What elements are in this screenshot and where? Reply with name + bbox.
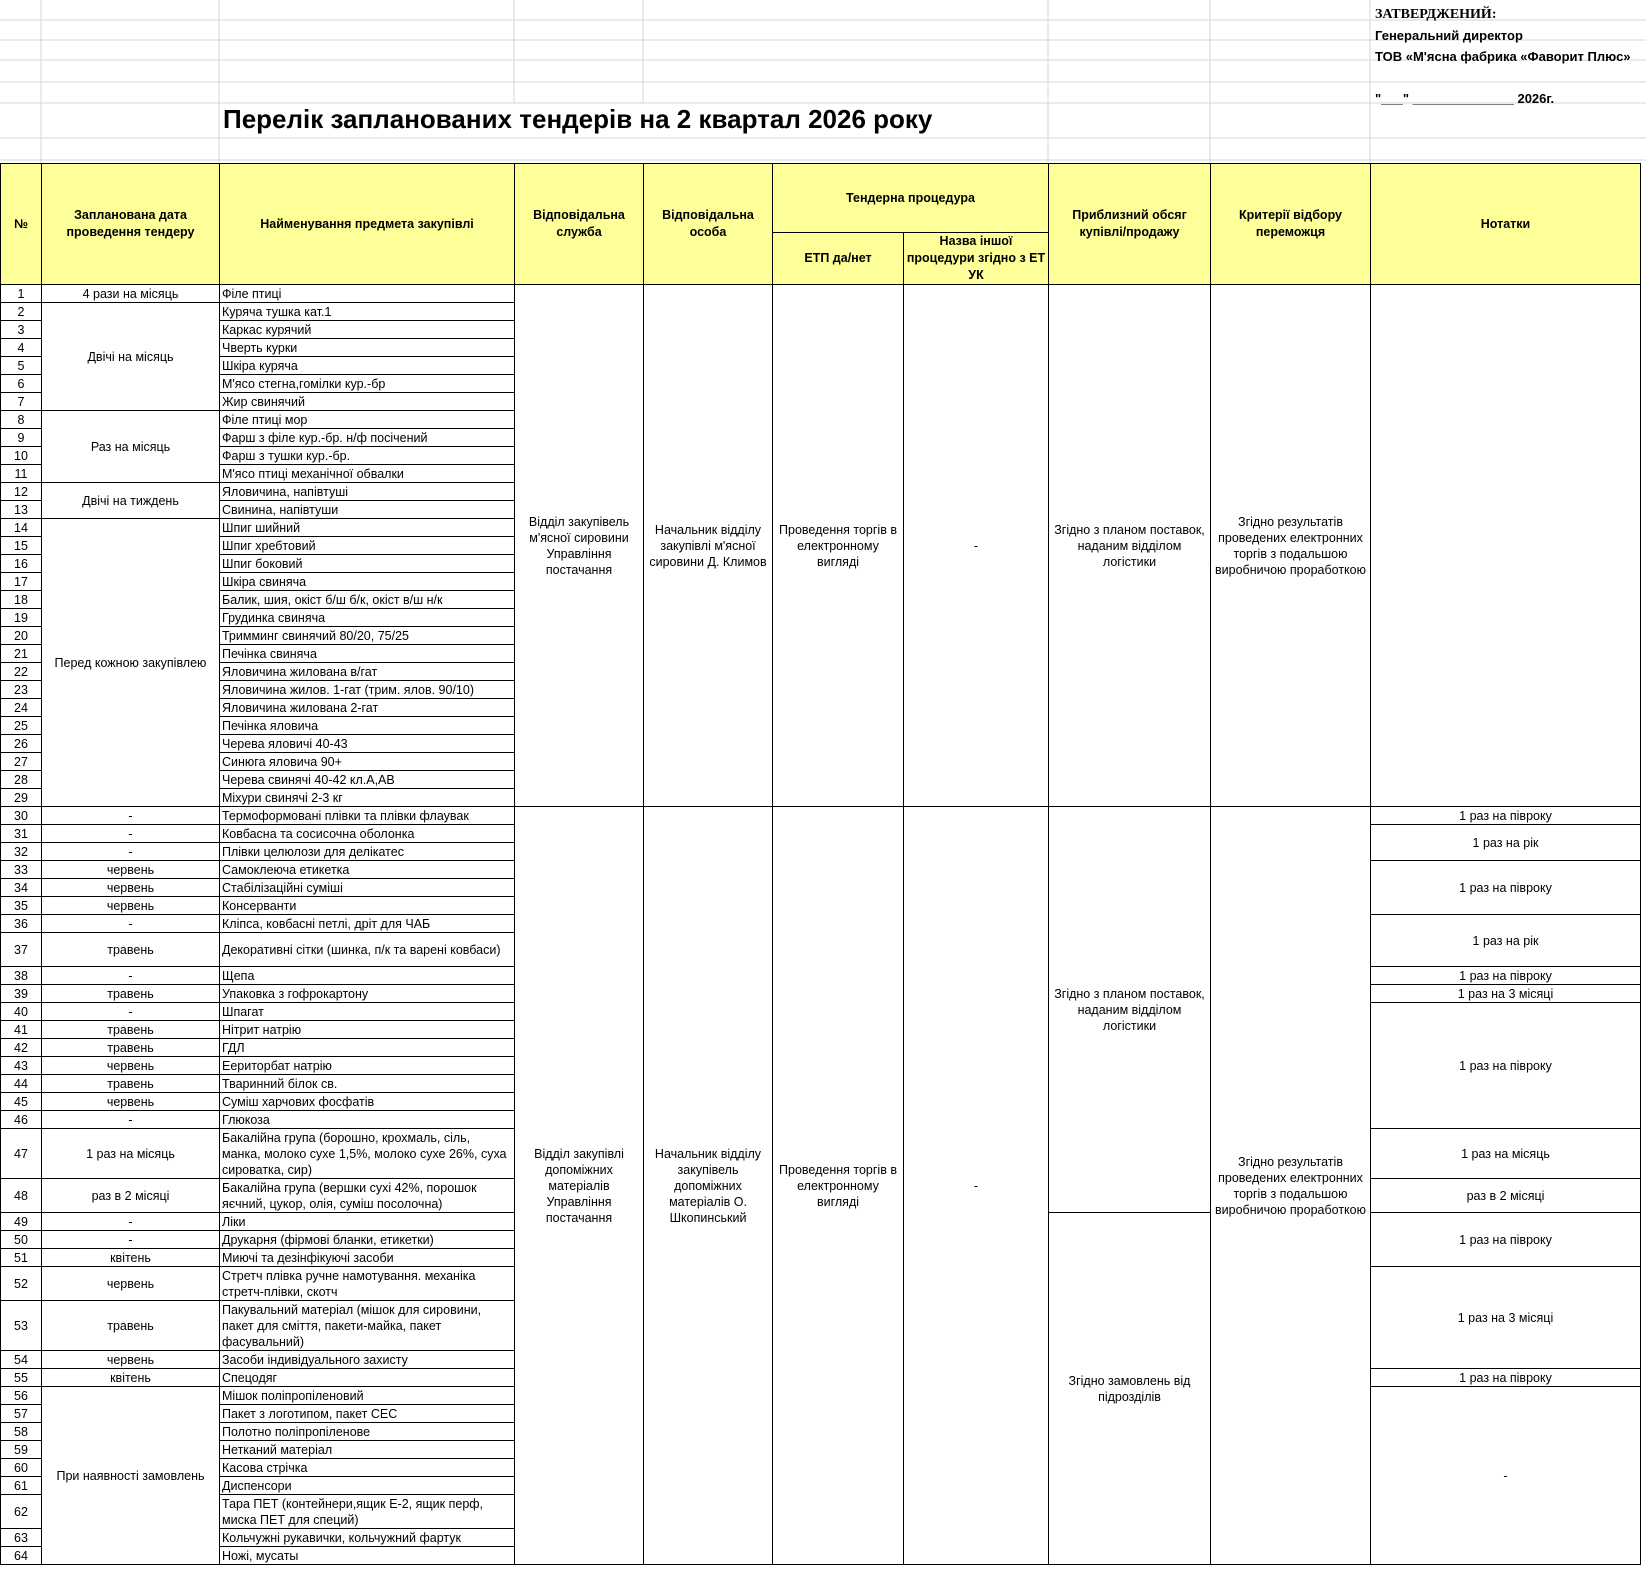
date-cell: червень <box>42 879 220 897</box>
row-number: 24 <box>1 699 42 717</box>
date-cell: - <box>42 915 220 933</box>
row-number: 21 <box>1 645 42 663</box>
row-number: 17 <box>1 573 42 591</box>
row-number: 34 <box>1 879 42 897</box>
row-number: 42 <box>1 1039 42 1057</box>
item-cell: Стабілізаційні суміші <box>220 879 515 897</box>
row-number: 54 <box>1 1351 42 1369</box>
item-cell: Кольчужні рукавички, кольчужний фартук <box>220 1529 515 1547</box>
notes-cell: 1 раз на рік <box>1371 825 1641 861</box>
row-number: 6 <box>1 375 42 393</box>
item-cell: Пакет з логотипом, пакет СЕС <box>220 1405 515 1423</box>
person-cell: Начальник відділу закупівель допоміжних матеріалів О. Шкопинський <box>644 807 773 1565</box>
item-cell: Диспенсори <box>220 1477 515 1495</box>
row-number: 58 <box>1 1423 42 1441</box>
item-cell: Шпиг боковий <box>220 555 515 573</box>
header-item: Найменування предмета закупівлі <box>220 164 515 285</box>
notes-cell: раз в 2 місяці <box>1371 1179 1641 1213</box>
row-number: 49 <box>1 1213 42 1231</box>
notes-cell: 1 раз на 3 місяці <box>1371 1267 1641 1369</box>
row-number: 33 <box>1 861 42 879</box>
row-number: 20 <box>1 627 42 645</box>
notes-cell: 1 раз на місяць <box>1371 1129 1641 1179</box>
etp-cell: Проведення торгів в електронному вигляді <box>773 807 904 1565</box>
table-body <box>1 285 1641 1565</box>
item-cell: Консерванти <box>220 897 515 915</box>
item-cell: Касова стрічка <box>220 1459 515 1477</box>
row-number: 30 <box>1 807 42 825</box>
date-cell: Раз на місяць <box>42 411 220 483</box>
item-cell: Нетканий матеріал <box>220 1441 515 1459</box>
notes-cell: 1 раз на півроку <box>1371 1003 1641 1129</box>
approval-block <box>1375 4 1631 109</box>
row-number: 10 <box>1 447 42 465</box>
row-number: 39 <box>1 985 42 1003</box>
item-cell: Шкіра свиняча <box>220 573 515 591</box>
item-cell: Шпиг хребтовий <box>220 537 515 555</box>
approval-heading: ЗАТВЕРДЖЕНИЙ: <box>1375 7 1497 22</box>
other-procedure-cell: - <box>904 285 1049 807</box>
header-notes: Нотатки <box>1371 164 1641 285</box>
header-date: Запланована дата проведення тендеру <box>42 164 220 285</box>
item-cell: Філе птиці <box>220 285 515 303</box>
service-cell: Відділ закупівель м'ясної сировини Управління постачання <box>515 285 644 807</box>
item-cell: Черева яловичі 40-43 <box>220 735 515 753</box>
row-number: 47 <box>1 1129 42 1179</box>
row-number: 5 <box>1 357 42 375</box>
other-procedure-cell: - <box>904 807 1049 1565</box>
row-number: 48 <box>1 1179 42 1213</box>
volume-cell: Згідно з планом поставок, наданим відділом логістики <box>1049 285 1211 807</box>
table-row <box>1 285 1641 303</box>
row-number: 1 <box>1 285 42 303</box>
item-cell: Міхури свинячі 2-3 кг <box>220 789 515 807</box>
item-cell: Нітрит натрію <box>220 1021 515 1039</box>
header-volume: Приблизний обсяг купівлі/продажу <box>1049 164 1211 285</box>
item-cell: Чверть курки <box>220 339 515 357</box>
item-cell: Шпагат <box>220 1003 515 1021</box>
item-cell: Тара ПЕТ (контейнери,ящик Е-2, ящик перф, миска ПЕТ для специй) <box>220 1495 515 1529</box>
item-cell: Миючі та дезінфікуючі засоби <box>220 1249 515 1267</box>
date-cell: травень <box>42 1021 220 1039</box>
item-cell: Синюга яловича 90+ <box>220 753 515 771</box>
item-cell: Жир свинячий <box>220 393 515 411</box>
notes-cell: 1 раз на півроку <box>1371 807 1641 825</box>
notes-cell: 1 раз на півроку <box>1371 1213 1641 1267</box>
row-number: 37 <box>1 933 42 967</box>
date-cell: - <box>42 1231 220 1249</box>
item-cell: Термоформовані плівки та плівки флаувак <box>220 807 515 825</box>
item-cell: Балик, шия, окіст б/ш б/к, окіст в/ш н/к <box>220 591 515 609</box>
row-number: 64 <box>1 1547 42 1565</box>
tender-table <box>0 163 1641 1565</box>
item-cell: Ліки <box>220 1213 515 1231</box>
notes-cell: 1 раз на рік <box>1371 915 1641 967</box>
item-cell: Яловичина, напівтуші <box>220 483 515 501</box>
date-cell: раз в 2 місяці <box>42 1179 220 1213</box>
row-number: 23 <box>1 681 42 699</box>
item-cell: Свинина, напівтуши <box>220 501 515 519</box>
row-number: 11 <box>1 465 42 483</box>
date-cell: При наявності замовлень <box>42 1387 220 1565</box>
item-cell: Глюкоза <box>220 1111 515 1129</box>
item-cell: Самоклеюча етикетка <box>220 861 515 879</box>
row-number: 14 <box>1 519 42 537</box>
row-number: 2 <box>1 303 42 321</box>
header-procedure: Тендерна процедура <box>773 164 1049 233</box>
row-number: 43 <box>1 1057 42 1075</box>
notes-cell: - <box>1371 1387 1641 1565</box>
row-number: 26 <box>1 735 42 753</box>
row-number: 18 <box>1 591 42 609</box>
item-cell: Шкіра куряча <box>220 357 515 375</box>
item-cell: Тваринний білок св. <box>220 1075 515 1093</box>
date-cell: червень <box>42 861 220 879</box>
notes-cell <box>1371 285 1641 807</box>
item-cell: Пакувальний матеріал (мішок для сировини, пакет для сміття, пакети-майка, пакет фасувальний) <box>220 1301 515 1351</box>
row-number: 63 <box>1 1529 42 1547</box>
row-number: 60 <box>1 1459 42 1477</box>
row-number: 35 <box>1 897 42 915</box>
approval-company: ТОВ «М'ясна фабрика «Фаворит Плюс» <box>1375 49 1631 64</box>
item-cell: Печінка свиняча <box>220 645 515 663</box>
date-cell: червень <box>42 897 220 915</box>
date-cell: травень <box>42 985 220 1003</box>
header-criteria: Критерії відбору переможця <box>1211 164 1371 285</box>
date-cell: Двічі на місяць <box>42 303 220 411</box>
item-cell: Декоративні сітки (шинка, п/к та варені ковбаси) <box>220 933 515 967</box>
item-cell: Щепа <box>220 967 515 985</box>
date-cell: червень <box>42 1093 220 1111</box>
approval-signature-date: "___" ______________ 2026г. <box>1375 91 1555 106</box>
approval-position: Генеральний директор <box>1375 28 1523 43</box>
item-cell: Яловичина жилована в/гат <box>220 663 515 681</box>
date-cell: травень <box>42 933 220 967</box>
item-cell: Яловичина жилов. 1-гат (трим. ялов. 90/10) <box>220 681 515 699</box>
volume-cell: Згідно з планом поставок, наданим відділом логістики <box>1049 807 1211 1213</box>
item-cell: ГДЛ <box>220 1039 515 1057</box>
row-number: 16 <box>1 555 42 573</box>
item-cell: Печінка яловича <box>220 717 515 735</box>
item-cell: Спецодяг <box>220 1369 515 1387</box>
notes-cell: 1 раз на 3 місяці <box>1371 985 1641 1003</box>
date-cell: червень <box>42 1267 220 1301</box>
item-cell: Ножі, мусаты <box>220 1547 515 1565</box>
item-cell: Яловичина жилована 2-гат <box>220 699 515 717</box>
item-cell: Друкарня (фірмові бланки, етикетки) <box>220 1231 515 1249</box>
item-cell: М'ясо стегна,гомілки кур.-бр <box>220 375 515 393</box>
row-number: 38 <box>1 967 42 985</box>
row-number: 31 <box>1 825 42 843</box>
header-other-procedure: Назва іншої процедури згідно з ЕТ УК <box>904 233 1049 285</box>
header-etp: ЕТП да/нет <box>773 233 904 285</box>
row-number: 50 <box>1 1231 42 1249</box>
item-cell: М'ясо птиці механічної обвалки <box>220 465 515 483</box>
row-number: 32 <box>1 843 42 861</box>
item-cell: Упаковка з гофрокартону <box>220 985 515 1003</box>
row-number: 57 <box>1 1405 42 1423</box>
date-cell: - <box>42 1003 220 1021</box>
item-cell: Мішок поліпропіленовий <box>220 1387 515 1405</box>
row-number: 62 <box>1 1495 42 1529</box>
row-number: 45 <box>1 1093 42 1111</box>
item-cell: Каркас курячий <box>220 321 515 339</box>
item-cell: Шпиг шийний <box>220 519 515 537</box>
date-cell: - <box>42 967 220 985</box>
date-cell: квітень <box>42 1369 220 1387</box>
row-number: 28 <box>1 771 42 789</box>
date-cell: травень <box>42 1075 220 1093</box>
item-cell: Бакалійна група (борошно, крохмаль, сіль, манка, молоко сухе 1,5%, молоко сухе 26%, суха сироватка, сир) <box>220 1129 515 1179</box>
table-row <box>1 807 1641 825</box>
item-cell: Полотно поліпропіленове <box>220 1423 515 1441</box>
item-cell: Грудинка свиняча <box>220 609 515 627</box>
row-number: 53 <box>1 1301 42 1351</box>
row-number: 7 <box>1 393 42 411</box>
date-cell: 1 раз на місяць <box>42 1129 220 1179</box>
criteria-cell: Згідно результатів проведених електронних торгів з подальшою виробничою проработкою <box>1211 807 1371 1565</box>
item-cell: Бакалійна група (вершки сухі 42%, порошок яєчний, цукор, олія, суміш посолочна) <box>220 1179 515 1213</box>
date-cell: - <box>42 807 220 825</box>
item-cell: Ковбасна та сосисочна оболонка <box>220 825 515 843</box>
header-person: Відповідальна особа <box>644 164 773 285</box>
row-number: 46 <box>1 1111 42 1129</box>
row-number: 4 <box>1 339 42 357</box>
item-cell: Черева свинячі 40-42 кл.А,АВ <box>220 771 515 789</box>
row-number: 40 <box>1 1003 42 1021</box>
date-cell: 4 рази на місяць <box>42 285 220 303</box>
notes-cell: 1 раз на півроку <box>1371 1369 1641 1387</box>
date-cell: - <box>42 843 220 861</box>
date-cell: - <box>42 1111 220 1129</box>
item-cell: Засоби індивідуального захисту <box>220 1351 515 1369</box>
header-service: Відповідальна служба <box>515 164 644 285</box>
row-number: 19 <box>1 609 42 627</box>
row-number: 13 <box>1 501 42 519</box>
date-cell: травень <box>42 1301 220 1351</box>
row-number: 22 <box>1 663 42 681</box>
date-cell: - <box>42 825 220 843</box>
item-cell: Фарш з тушки кур.-бр. <box>220 447 515 465</box>
row-number: 15 <box>1 537 42 555</box>
date-cell: червень <box>42 1351 220 1369</box>
date-cell: Перед кожною закупівлею <box>42 519 220 807</box>
row-number: 3 <box>1 321 42 339</box>
volume-cell: Згідно замовлень від підрозділів <box>1049 1213 1211 1565</box>
notes-cell: 1 раз на півроку <box>1371 967 1641 985</box>
page-title: Перелік запланованих тендерів на 2 квартал 2026 року <box>223 104 933 134</box>
person-cell: Начальник відділу закупівлі м'ясної сировини Д. Климов <box>644 285 773 807</box>
row-number: 27 <box>1 753 42 771</box>
criteria-cell: Згідно результатів проведених електронних торгів з подальшою виробничою проработкою <box>1211 285 1371 807</box>
row-number: 56 <box>1 1387 42 1405</box>
row-number: 59 <box>1 1441 42 1459</box>
item-cell: Плівки целюлози для делікатес <box>220 843 515 861</box>
item-cell: Кліпса, ковбасні петлі, дріт для ЧАБ <box>220 915 515 933</box>
item-cell: Фарш з філе кур.-бр. н/ф посічений <box>220 429 515 447</box>
row-number: 8 <box>1 411 42 429</box>
row-number: 55 <box>1 1369 42 1387</box>
item-cell: Суміш харчових фосфатів <box>220 1093 515 1111</box>
item-cell: Тримминг свинячий 80/20, 75/25 <box>220 627 515 645</box>
row-number: 52 <box>1 1267 42 1301</box>
row-number: 36 <box>1 915 42 933</box>
date-cell: квітень <box>42 1249 220 1267</box>
row-number: 61 <box>1 1477 42 1495</box>
row-number: 51 <box>1 1249 42 1267</box>
row-number: 12 <box>1 483 42 501</box>
date-cell: - <box>42 1213 220 1231</box>
item-cell: Еериторбат натрію <box>220 1057 515 1075</box>
service-cell: Відділ закупівлі допоміжних матеріалів Управління постачання <box>515 807 644 1565</box>
date-cell: травень <box>42 1039 220 1057</box>
etp-cell: Проведення торгів в електронному вигляді <box>773 285 904 807</box>
row-number: 41 <box>1 1021 42 1039</box>
row-number: 29 <box>1 789 42 807</box>
date-cell: червень <box>42 1057 220 1075</box>
row-number: 9 <box>1 429 42 447</box>
row-number: 44 <box>1 1075 42 1093</box>
row-number: 25 <box>1 717 42 735</box>
header-num: № <box>1 164 42 285</box>
item-cell: Стретч плівка ручне намотування. механіка стретч-плівки, скотч <box>220 1267 515 1301</box>
notes-cell: 1 раз на півроку <box>1371 861 1641 915</box>
date-cell: Двічі на тиждень <box>42 483 220 519</box>
item-cell: Філе птиці мор <box>220 411 515 429</box>
item-cell: Куряча тушка кат.1 <box>220 303 515 321</box>
